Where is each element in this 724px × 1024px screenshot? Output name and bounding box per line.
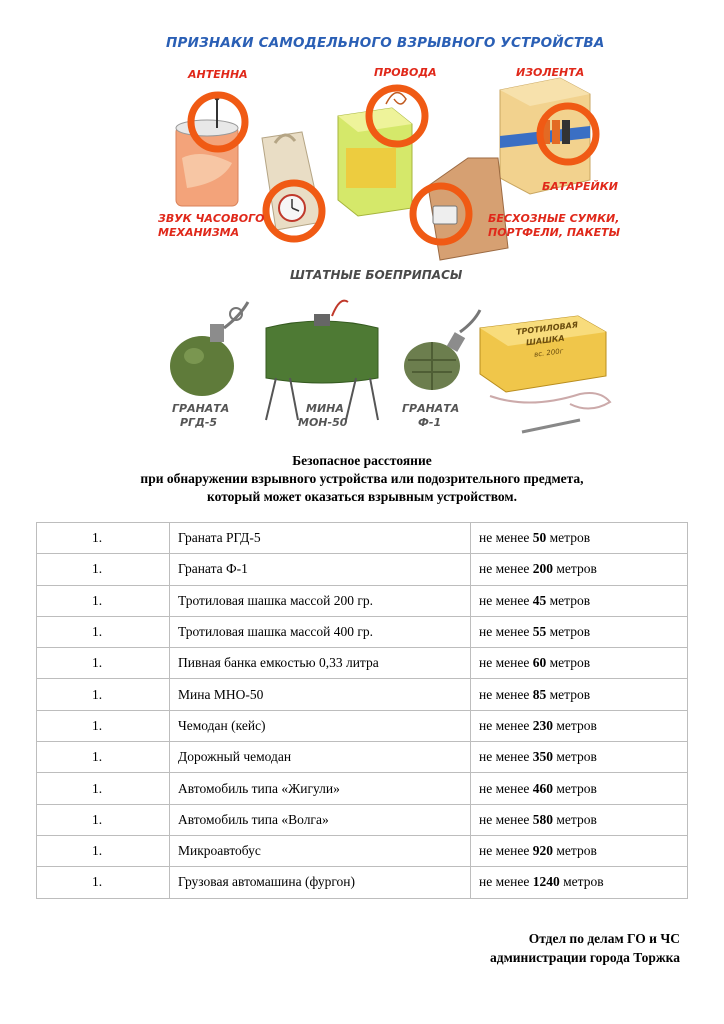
grenade-rgd5-icon <box>170 302 248 396</box>
safe-distance <box>471 867 688 898</box>
safe-distance <box>471 616 688 647</box>
label-mine-line1: МИНА <box>306 402 344 415</box>
label-mine-line2: МОН-50 <box>298 416 348 429</box>
clock-icon <box>262 132 322 239</box>
object-name: Грузовая автомашина (фургон) <box>170 867 471 898</box>
safe-distance <box>471 554 688 585</box>
distance-value: 50 <box>532 530 547 546</box>
distance-prefix: не менее <box>479 749 530 765</box>
label-tape: ИЗОЛЕНТА <box>516 66 585 79</box>
distance-prefix: не менее <box>479 561 530 577</box>
distance-value: 55 <box>532 624 547 640</box>
object-name: Микроавтобус <box>170 835 471 866</box>
distance-unit: метров <box>549 655 591 671</box>
distance-value: 580 <box>532 811 553 827</box>
footer-line2: администрации города Торжка <box>489 950 680 965</box>
row-number: 1. <box>37 616 170 647</box>
poster-illustration <box>150 28 620 443</box>
label-f1-line1: ГРАНАТА <box>402 402 460 415</box>
label-clock-line1: ЗВУК ЧАСОВОГО <box>158 212 265 225</box>
safe-distance <box>471 648 688 679</box>
juice-box-icon <box>338 88 425 216</box>
row-number: 1. <box>37 867 170 898</box>
object-name: Автомобиль типа «Волга» <box>170 804 471 835</box>
object-name: Дорожный чемодан <box>170 742 471 773</box>
distance-prefix: не менее <box>479 811 530 827</box>
distance-prefix: не менее <box>479 686 530 702</box>
object-name: Граната РГД-5 <box>170 523 471 554</box>
distance-unit: метров <box>563 874 604 890</box>
table-row <box>37 835 688 866</box>
safe-distance <box>471 585 688 616</box>
label-bags-line2: ПОРТФЕЛИ, ПАКЕТЫ <box>488 226 621 239</box>
tnt-label-line2: ШАШКА <box>525 333 566 348</box>
footer-line1: Отдел по делам ГО и ЧС <box>528 931 680 946</box>
row-number: 1. <box>37 710 170 741</box>
distance-value: 1240 <box>532 874 560 890</box>
label-rgd5-line1: ГРАНАТА <box>172 402 230 415</box>
distance-value: 920 <box>532 843 553 859</box>
table-row <box>37 742 688 773</box>
bag-icon <box>413 158 508 260</box>
distance-unit: метров <box>549 686 591 702</box>
table-row <box>37 523 688 554</box>
heading-line2: при обнаружении взрывного устройства или подозрительного предмета, <box>140 471 584 486</box>
safe-distance <box>471 773 688 804</box>
distance-prefix: не менее <box>479 655 530 671</box>
table-row <box>37 585 688 616</box>
grenade-f1-icon <box>404 310 480 390</box>
distance-unit: метров <box>549 624 591 640</box>
label-clock-line2: МЕХАНИЗМА <box>158 226 240 239</box>
label-antenna: АНТЕННА <box>188 68 248 81</box>
row-number: 1. <box>37 835 170 866</box>
object-name: Чемодан (кейс) <box>170 710 471 741</box>
distance-value: 200 <box>532 561 553 577</box>
row-number: 1. <box>37 585 170 616</box>
row-number: 1. <box>37 554 170 585</box>
object-name: Мина МНО-50 <box>170 679 471 710</box>
distance-value: 60 <box>532 655 547 671</box>
distance-value: 85 <box>532 686 547 702</box>
label-wires: ПРОВОДА <box>374 66 437 79</box>
distance-value: 45 <box>532 592 547 608</box>
ammo-title: ШТАТНЫЕ БОЕПРИПАСЫ <box>290 268 463 282</box>
tnt-label-line3: вс. 200г <box>533 347 564 359</box>
safe-distance <box>471 679 688 710</box>
antenna-icon <box>176 95 245 206</box>
safe-distance <box>471 835 688 866</box>
table-row <box>37 867 688 898</box>
distance-unit: метров <box>549 592 591 608</box>
table-row <box>37 773 688 804</box>
distance-prefix: не менее <box>479 592 530 608</box>
distance-unit: метров <box>556 749 597 765</box>
distance-unit: метров <box>556 843 597 859</box>
safe-distance <box>471 742 688 773</box>
distance-unit: метров <box>556 780 597 796</box>
distance-prefix: не менее <box>479 717 530 733</box>
distance-unit: метров <box>556 811 597 827</box>
heading <box>0 452 724 506</box>
distance-value: 350 <box>532 749 553 765</box>
tnt-label-line1: ТРОТИЛОВАЯ <box>515 320 579 337</box>
object-name: Автомобиль типа «Жигули» <box>170 773 471 804</box>
table-row <box>37 679 688 710</box>
row-number: 1. <box>37 648 170 679</box>
object-name: Граната Ф-1 <box>170 554 471 585</box>
label-batteries: БАТАРЕЙКИ <box>542 180 618 193</box>
label-bags-line1: БЕСХОЗНЫЕ СУМКИ, <box>488 212 620 225</box>
table-row <box>37 804 688 835</box>
row-number: 1. <box>37 773 170 804</box>
table-row <box>37 710 688 741</box>
distance-value: 230 <box>532 717 553 733</box>
distance-prefix: не менее <box>479 624 530 640</box>
safe-distance <box>471 710 688 741</box>
safe-distance-table <box>36 522 688 899</box>
heading-line1: Безопасное расстояние <box>292 453 432 468</box>
label-rgd5-line2: РГД-5 <box>180 416 218 429</box>
safe-distance <box>471 523 688 554</box>
row-number: 1. <box>37 742 170 773</box>
safe-distance <box>471 804 688 835</box>
row-number: 1. <box>37 679 170 710</box>
row-number: 1. <box>37 804 170 835</box>
distance-prefix: не менее <box>479 843 530 859</box>
distance-prefix: не менее <box>479 874 530 890</box>
table-row <box>37 554 688 585</box>
distance-prefix: не менее <box>479 530 530 546</box>
label-f1-line2: Ф-1 <box>418 416 442 429</box>
heading-line3: который может оказаться взрывным устройством. <box>207 489 517 504</box>
distance-value: 460 <box>532 780 553 796</box>
table-body <box>37 523 688 899</box>
object-name: Пивная банка емкостью 0,33 литра <box>170 648 471 679</box>
object-name: Тротиловая шашка массой 400 гр. <box>170 616 471 647</box>
distance-unit: метров <box>556 561 597 577</box>
table-row <box>37 648 688 679</box>
footer-signature <box>490 929 680 967</box>
object-name: Тротиловая шашка массой 200 гр. <box>170 585 471 616</box>
poster-title: ПРИЗНАКИ САМОДЕЛЬНОГО ВЗРЫВНОГО УСТРОЙСТВА <box>166 35 605 51</box>
row-number: 1. <box>37 523 170 554</box>
distance-unit: метров <box>556 717 597 733</box>
distance-prefix: не менее <box>479 780 530 796</box>
distance-unit: метров <box>549 530 591 546</box>
table-row <box>37 616 688 647</box>
